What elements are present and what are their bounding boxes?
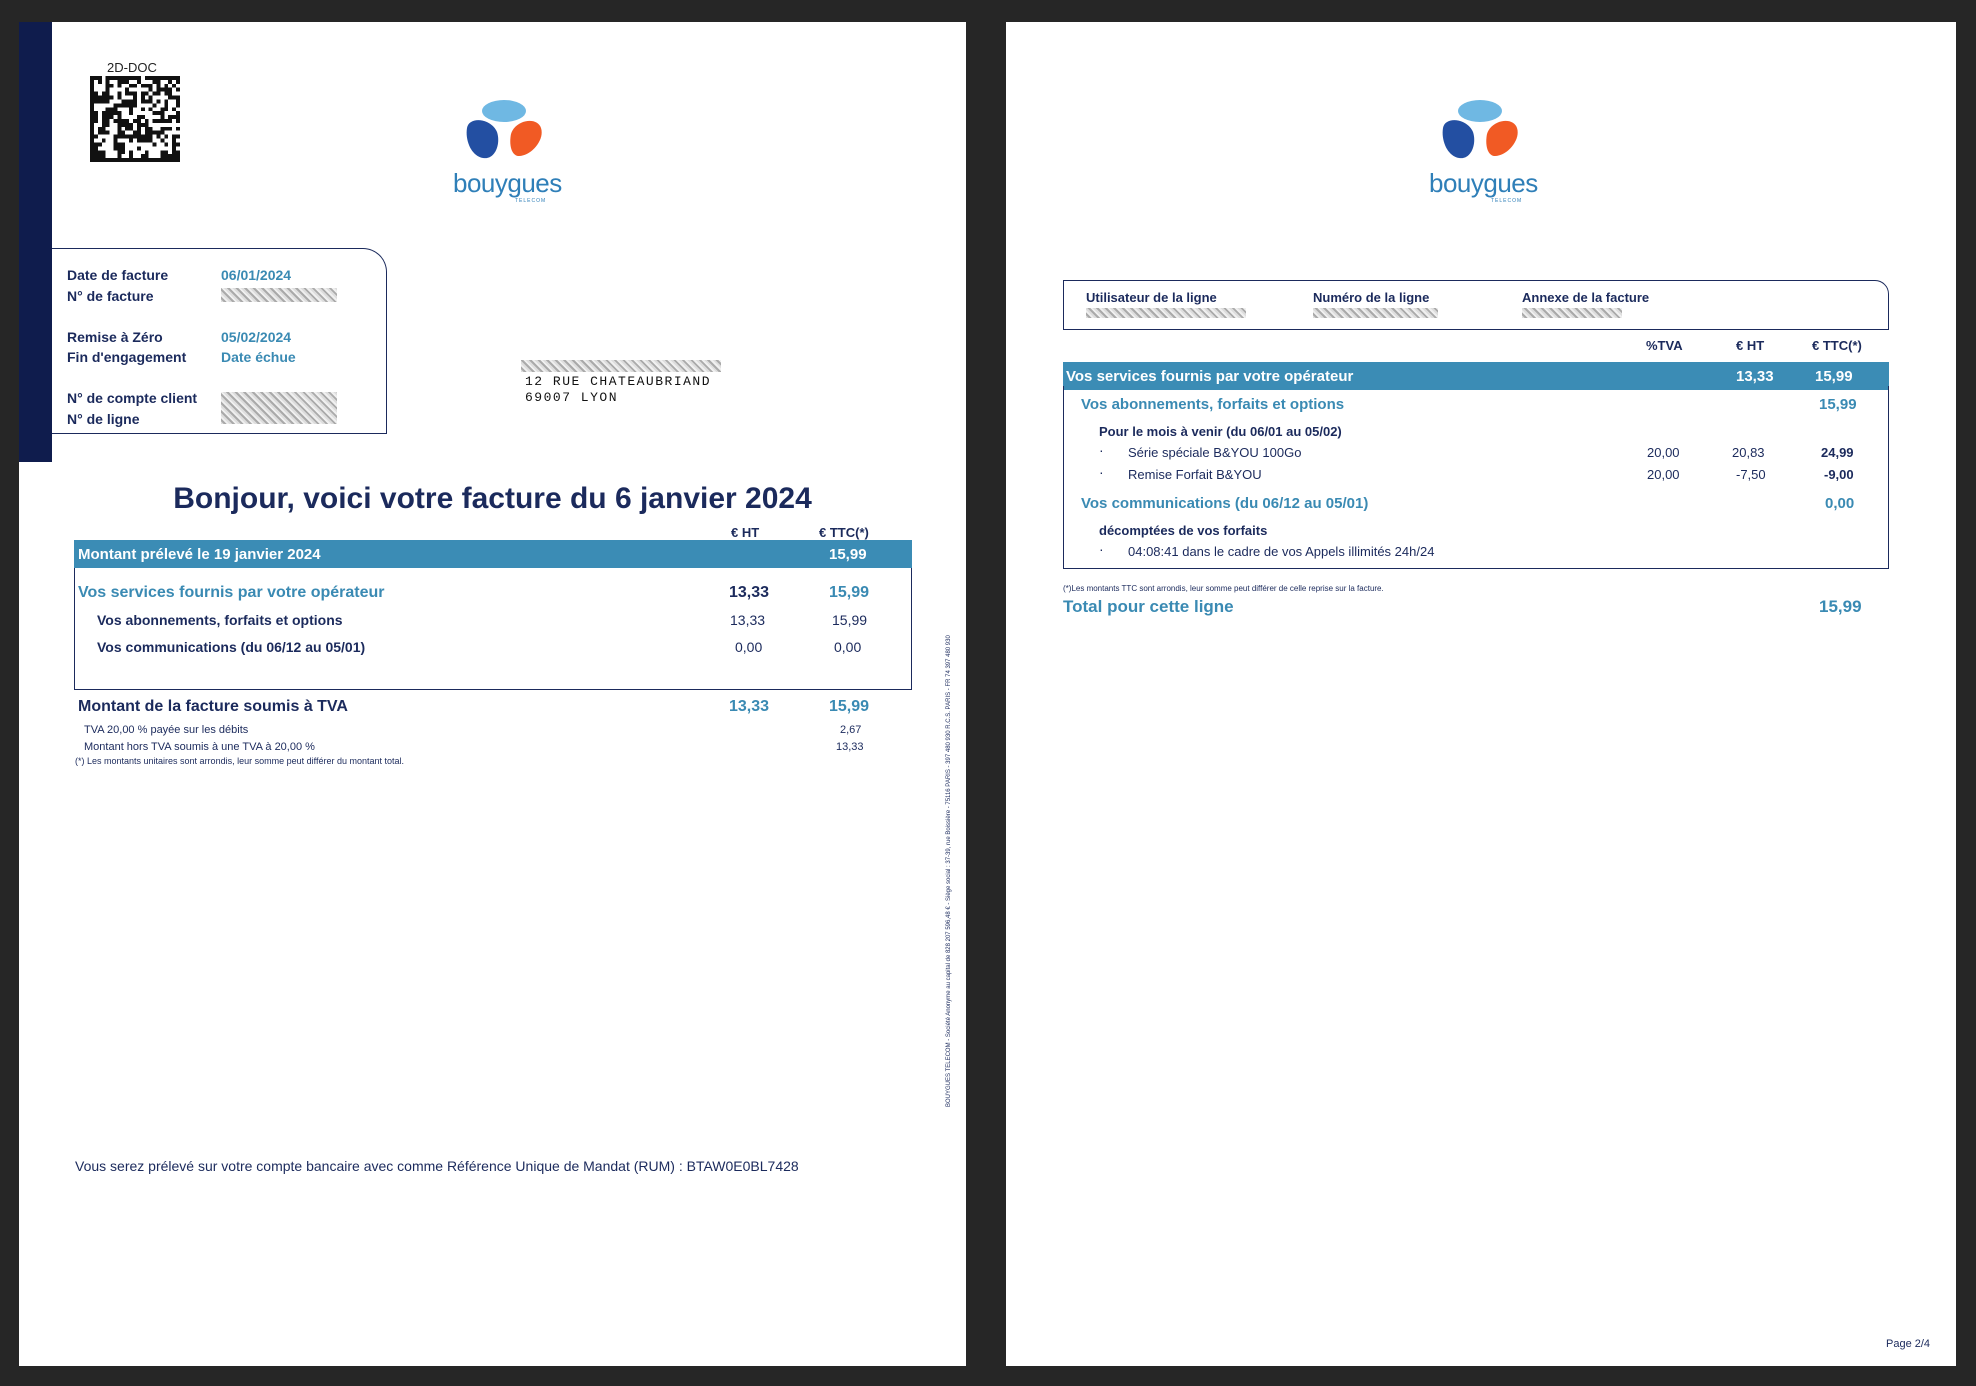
bouygues-logo-icon [459, 98, 549, 164]
bouygues-logo-icon [1435, 98, 1525, 164]
services-band-ht: 13,33 [1736, 368, 1774, 385]
vat-total-label: Montant de la facture soumis à TVA [78, 698, 348, 715]
vat-base-label: Montant hors TVA soumis à une TVA à 20,00 % [84, 741, 315, 753]
commitment-value: Date échue [221, 349, 296, 365]
invoice-number-label: N° de facture [67, 288, 154, 304]
line-total-value: 15,99 [1819, 597, 1862, 616]
amount-debited-value: 15,99 [829, 546, 867, 563]
bullet: · [1099, 464, 1104, 480]
bouygues-logo [453, 98, 562, 208]
logo-wordmark: bouygues [453, 168, 562, 198]
invoice-annex-header: Annexe de la facture [1522, 290, 1650, 305]
invoice-date-value: 06/01/2024 [221, 267, 292, 283]
bank-debit-note: Vous serez prélevé sur votre compte bancaire avec comme Référence Unique de Mandat (RUM) : BTAW0E0BL7428 [75, 1158, 799, 1174]
logo-wordmark: bouygues [1429, 168, 1538, 198]
col-ht-header: € HT [731, 525, 760, 540]
services-band-ttc: 15,99 [1815, 368, 1853, 385]
communications-label: Vos communications (du 06/12 au 05/01) [97, 639, 366, 655]
bouygues-logo [1429, 98, 1538, 208]
services-ht: 13,33 [729, 584, 770, 601]
services-label: Vos services fournis par votre opérateur [78, 584, 385, 601]
communications-ttc: 0,00 [1825, 495, 1855, 512]
subscriptions-label: Vos abonnements, forfaits et options [97, 612, 343, 628]
month-header: Pour le mois à venir (du 06/01 au 05/02) [1099, 424, 1342, 439]
amount-debited-band [74, 540, 912, 568]
line-total-label: Total pour cette ligne [1063, 597, 1234, 616]
line-number-label: N° de ligne [67, 411, 140, 427]
col-ttc-header: € TTC(*) [819, 525, 869, 540]
col-ttc-header: € TTC(*) [1812, 338, 1862, 353]
vat-paid-label: TVA 20,00 % payée sur les débits [84, 724, 249, 736]
line-info-header-box [1063, 280, 1889, 330]
deducted-header: décomptées de vos forfaits [1099, 523, 1268, 538]
vat-total-ht: 13,33 [729, 698, 770, 715]
item-label: Remise Forfait B&YOU [1128, 467, 1262, 482]
bullet: · [1099, 541, 1104, 557]
item-vat: 20,00 [1647, 445, 1680, 460]
legal-vertical-text: BOUYGUES TELECOM - Société Anonyme au capital de 828 207 596,48 € - Siège social : 37-39, rue Boissière - 75116 PARIS - 397 480 930 R.C.S. PARIS - FR 74 397 480 930 [946, 635, 952, 1107]
communications-ttc: 0,00 [834, 639, 862, 655]
line-user-header: Utilisateur de la ligne [1086, 290, 1217, 305]
communications-label: Vos communications (du 06/12 au 05/01) [1081, 495, 1369, 512]
invoice-date-label: Date de facture [67, 267, 169, 283]
redacted-invoice-number [221, 288, 337, 302]
subscriptions-ttc: 15,99 [832, 612, 868, 628]
deducted-item: 04:08:41 dans le cadre de vos Appels illimités 24h/24 [1128, 544, 1435, 559]
subscriptions-label: Vos abonnements, forfaits et options [1081, 396, 1345, 413]
logo-subtitle: TELECOM [515, 198, 547, 204]
footnote: (*)Les montants TTC sont arrondis, leur somme peut différer de celle reprise sur la facture. [1063, 584, 1384, 593]
client-account-label: N° de compte client [67, 390, 198, 406]
col-ht-header: € HT [1736, 338, 1765, 353]
item-ht: -7,50 [1736, 467, 1766, 482]
address-line-1: 12 RUE CHATEAUBRIAND [525, 374, 712, 389]
item-ttc: 24,99 [1821, 445, 1854, 460]
invoice-page-2 [1006, 22, 1956, 1366]
logo-subtitle: TELECOM [1491, 198, 1523, 204]
redacted-annex [1522, 308, 1622, 318]
services-ttc: 15,99 [829, 584, 870, 601]
qr-label: 2D-DOC [107, 60, 157, 75]
subscriptions-ttc: 15,99 [1819, 396, 1857, 413]
vat-total-ttc: 15,99 [829, 698, 870, 715]
line-number-header: Numéro de la ligne [1313, 290, 1430, 305]
address-line-2: 69007 LYON [525, 390, 619, 405]
vat-paid-value: 2,67 [840, 724, 862, 736]
item-label: Série spéciale B&YOU 100Go [1128, 445, 1302, 460]
services-band-label: Vos services fournis par votre opérateur [1066, 368, 1354, 385]
side-color-bar [19, 22, 52, 462]
qr-code-icon [89, 76, 181, 162]
redacted-line-number [1313, 308, 1438, 318]
communications-ht: 0,00 [735, 639, 763, 655]
subscriptions-ht: 13,33 [730, 612, 766, 628]
redacted-name [521, 360, 721, 372]
item-ht: 20,83 [1732, 445, 1765, 460]
amount-debited-label: Montant prélevé le 19 janvier 2024 [78, 546, 321, 563]
invoice-page-1 [19, 22, 966, 1366]
item-ttc: -9,00 [1824, 467, 1854, 482]
page-number: Page 2/4 [1886, 1338, 1931, 1350]
reset-value: 05/02/2024 [221, 329, 292, 345]
commitment-label: Fin d'engagement [67, 349, 187, 365]
redacted-user [1086, 308, 1246, 318]
footnote: (*) Les montants unitaires sont arrondis, leur somme peut différer du montant total. [75, 756, 404, 766]
bullet: · [1099, 442, 1104, 458]
vat-base-value: 13,33 [836, 741, 864, 753]
col-vat-header: %TVA [1646, 338, 1683, 353]
reset-label: Remise à Zéro [67, 329, 163, 345]
page-title: Bonjour, voici votre facture du 6 janvier 2024 [173, 482, 812, 515]
item-vat: 20,00 [1647, 467, 1680, 482]
redacted-client-data [221, 392, 337, 424]
